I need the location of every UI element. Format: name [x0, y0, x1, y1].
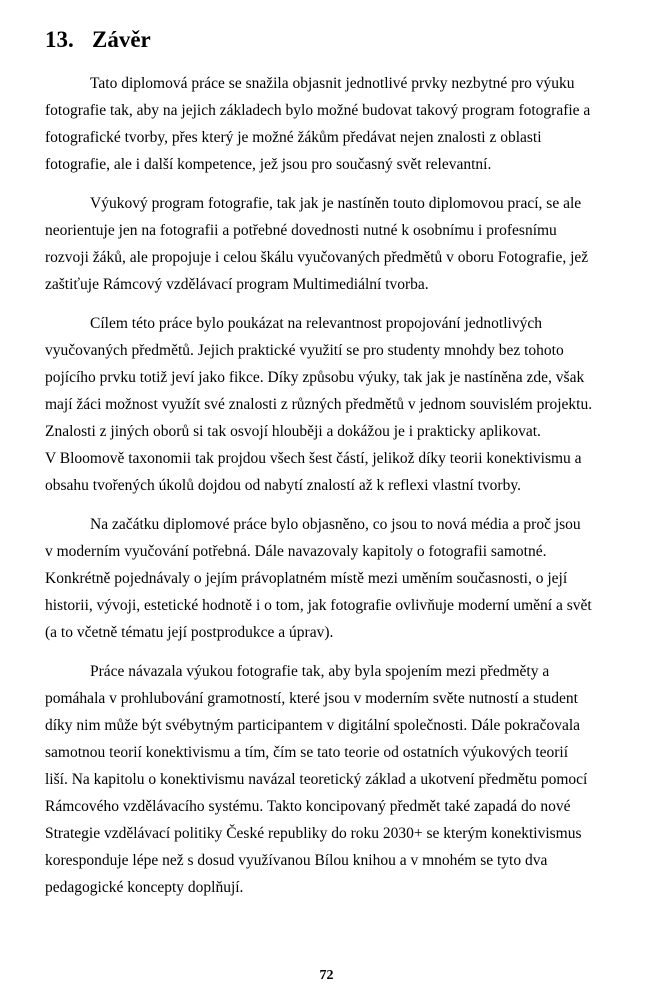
- text-line: liší. Na kapitolu o konektivismu navázal teoretický základ a ukotvení předmětu pomocí: [45, 771, 588, 788]
- text-line: díky nim může být svébytným participantem v digitální společnosti. Dále pokračovala: [45, 717, 581, 734]
- text-line: fotografie tak, aby na jejich základech bylo možné budovat takový program fotografie a: [45, 102, 591, 119]
- text-line: Výukový program fotografie, tak jak je nastíněn touto diplomovou prací, se ale: [90, 195, 582, 212]
- text-line: fotografické tvorby, přes který je možné žákům předávat nejen znalosti z oblasti: [45, 129, 542, 146]
- text-line: (a to včetně tématu její postprodukce a úprav).: [45, 624, 334, 641]
- text-line: Tato diplomová práce se snažila objasnit jednotlivé prvky nezbytné pro výuku: [90, 75, 575, 92]
- text-line: Strategie vzdělávací politiky České republiky do roku 2030+ se kterým konektivismus: [45, 825, 582, 842]
- text-line: zaštiťuje Rámcový vzdělávací program Multimediální tvorba.: [45, 276, 429, 293]
- text-line: Konkrétně pojednávaly o jejím právoplatném místě mezi uměním současnosti, o její: [45, 570, 568, 587]
- text-line: historii, vývoji, estetické hodnotě i o tom, jak fotografie ovlivňuje moderní umění a svět: [45, 597, 592, 614]
- text-line: pojícího prvku totiž jeví jako fikce. Díky způsobu výuky, tak jak je nastíněna zde, však: [45, 369, 585, 386]
- chapter-number: 13.: [45, 27, 74, 52]
- text-line: V Bloomově taxonomii tak projdou všech šest částí, jelikož díky teorii konektivismu a: [45, 450, 582, 467]
- text-line: vyučovaných předmětů. Jejich praktické využití se pro studenty mnohdy bez tohoto: [45, 342, 564, 359]
- text-line: Znalosti z jiných oborů si tak osvojí hlouběji a dokážou je i prakticky aplikovat.: [45, 423, 541, 440]
- page-number: 72: [319, 968, 334, 983]
- text-line: Na začátku diplomové práce bylo objasněno, co jsou to nová média a proč jsou: [90, 516, 581, 533]
- text-line: v moderním vyučování potřebná. Dále navazovaly kapitoly o fotografii samotné.: [45, 543, 547, 560]
- chapter-heading: [45, 26, 151, 54]
- text-line: Cílem této práce bylo poukázat na relevantnost propojování jednotlivých: [90, 315, 542, 332]
- text-line: mají žáci možnost využít své znalosti z různých předmětů v jednom souvislém projektu.: [45, 396, 593, 413]
- text-line: samotnou teorií konektivismu a tím, čím se tato teorie od ostatních výukových teorií: [45, 744, 569, 761]
- text-line: fotografie, ale i další kompetence, jež jsou pro současný svět relevantní.: [45, 156, 492, 173]
- text-line: neorientuje jen na fotografii a potřebné dovednosti nutné k osobnímu i profesnímu: [45, 222, 557, 239]
- text-line: koresponduje lépe než s dosud využívanou Bílou knihou a v mnohém se tyto dva: [45, 852, 548, 869]
- text-line: rozvoji žáků, ale propojuje i celou škálu vyučovaných předmětů v oboru Fotografie, jež: [45, 249, 589, 266]
- text-line: Rámcového vzdělávacího systému. Takto koncipovaný předmět také zapadá do nové: [45, 798, 571, 815]
- text-line: pedagogické koncepty doplňují.: [45, 879, 244, 896]
- chapter-title: Závěr: [92, 27, 151, 52]
- text-line: obsahu tvořených úkolů dojdou od nabytí znalostí až k reflexi vlastní tvorby.: [45, 477, 521, 494]
- text-line: pomáhala v prohlubování gramotností, které jsou v moderním světe nutností a student: [45, 690, 578, 707]
- text-line: Práce návazala výukou fotografie tak, aby byla spojením mezi předměty a: [90, 663, 550, 680]
